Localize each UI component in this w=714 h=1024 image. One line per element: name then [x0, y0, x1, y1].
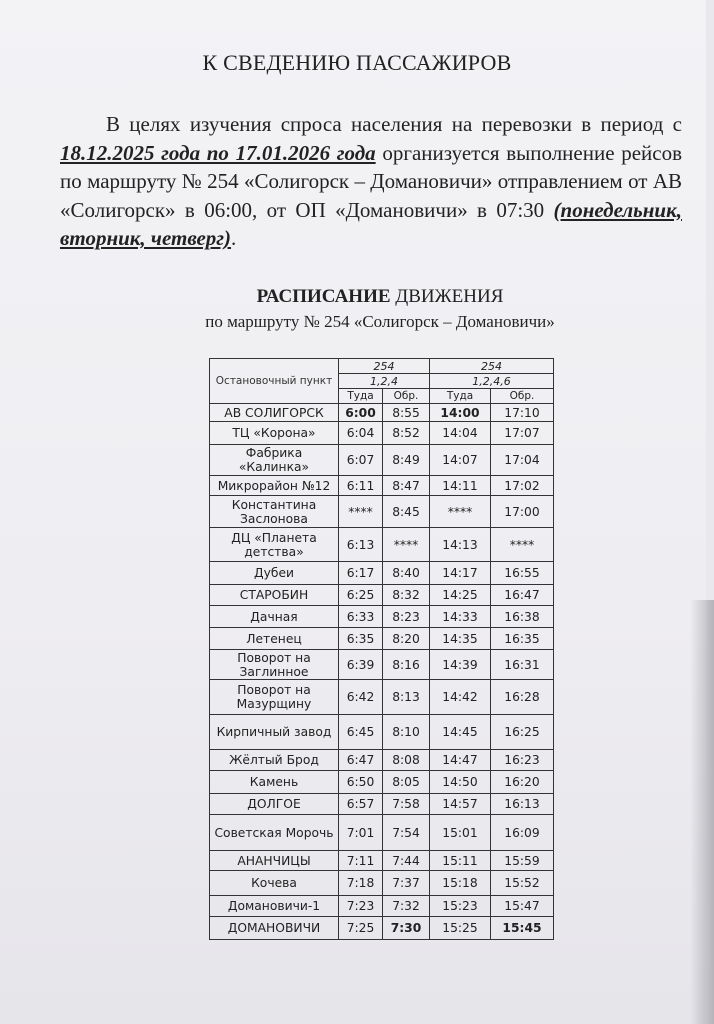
notice-text-1: В целях изучения спроса населения на перевозки в период с: [106, 112, 682, 136]
route-days-2: 1,2,4,6: [430, 374, 554, 389]
stop-column-header: Остановочный пункт: [210, 359, 339, 404]
time-back-1-cell: 7:30: [383, 917, 430, 940]
time-back-2-cell: 16:25: [491, 715, 554, 750]
time-to-1-cell: 6:50: [339, 771, 383, 794]
schedule-title: [0, 286, 714, 308]
time-to-2-cell: 14:50: [430, 771, 491, 794]
time-to-2-cell: 15:23: [430, 896, 491, 917]
time-back-2-cell: 15:52: [491, 871, 554, 896]
table-row: [210, 750, 554, 771]
time-back-1-cell: 7:37: [383, 871, 430, 896]
route-number-2: 254: [430, 359, 554, 374]
dir-back-header-1: Обр.: [383, 389, 430, 404]
time-to-1-cell: 6:17: [339, 562, 383, 585]
time-back-1-cell: 8:52: [383, 422, 430, 445]
time-to-2-cell: 14:04: [430, 422, 491, 445]
stop-name-cell: Летенец: [210, 628, 339, 650]
time-to-2-cell: 14:42: [430, 680, 491, 715]
stop-name-cell: Поворот на Мазурщину: [210, 680, 339, 715]
table-row: [210, 528, 554, 562]
time-to-2-cell: 15:11: [430, 851, 491, 871]
time-back-2-cell: 17:07: [491, 422, 554, 445]
time-back-1-cell: 7:54: [383, 815, 430, 851]
stop-name-cell: Кирпичный завод: [210, 715, 339, 750]
dir-to-header-1: Туда: [339, 389, 383, 404]
time-to-1-cell: 6:04: [339, 422, 383, 445]
time-back-2-cell: 15:45: [491, 917, 554, 940]
table-row: [210, 422, 554, 445]
time-to-2-cell: 14:25: [430, 585, 491, 606]
time-back-2-cell: 16:28: [491, 680, 554, 715]
stop-name-cell: Поворот на Заглинное: [210, 650, 339, 680]
time-back-1-cell: 8:08: [383, 750, 430, 771]
time-back-1-cell: 8:40: [383, 562, 430, 585]
time-back-1-cell: 8:16: [383, 650, 430, 680]
time-to-1-cell: ****: [339, 496, 383, 528]
time-back-2-cell: 17:10: [491, 404, 554, 422]
time-back-2-cell: 17:04: [491, 445, 554, 476]
table-row: [210, 896, 554, 917]
table-row: [210, 794, 554, 815]
stop-name-cell: АНАНЧИЦЫ: [210, 851, 339, 871]
time-back-1-cell: 7:32: [383, 896, 430, 917]
time-to-2-cell: 14:45: [430, 715, 491, 750]
time-to-1-cell: 6:13: [339, 528, 383, 562]
time-to-1-cell: 6:45: [339, 715, 383, 750]
table-row: [210, 476, 554, 496]
table-row: [210, 650, 554, 680]
time-to-2-cell: 14:13: [430, 528, 491, 562]
time-to-2-cell: 14:33: [430, 606, 491, 628]
time-to-1-cell: 6:47: [339, 750, 383, 771]
time-to-2-cell: 14:35: [430, 628, 491, 650]
time-to-2-cell: 14:00: [430, 404, 491, 422]
time-to-2-cell: ****: [430, 496, 491, 528]
table-row: [210, 851, 554, 871]
notice-text-2: организуется выполнение рейсов по маршруту № 254 «Солигорск – Домановичи» отправлением от АВ «Солигорск» в 06:00, от ОП «Домановичи» в 07:30: [60, 140, 683, 222]
stop-name-cell: Дубеи: [210, 562, 339, 585]
time-to-1-cell: 6:07: [339, 445, 383, 476]
time-back-2-cell: 16:38: [491, 606, 554, 628]
time-to-1-cell: 6:35: [339, 628, 383, 650]
stop-name-cell: Фабрика «Калинка»: [210, 445, 339, 476]
table-row: [210, 404, 554, 422]
time-back-2-cell: 16:47: [491, 585, 554, 606]
stop-name-cell: ДЦ «Планета детства»: [210, 528, 339, 562]
time-back-2-cell: 16:20: [491, 771, 554, 794]
time-to-2-cell: 14:39: [430, 650, 491, 680]
stop-name-cell: Кочева: [210, 871, 339, 896]
route-number-1: 254: [339, 359, 430, 374]
time-back-1-cell: 8:49: [383, 445, 430, 476]
time-to-1-cell: 6:33: [339, 606, 383, 628]
timetable-body: [210, 404, 554, 940]
stop-name-cell: Домановичи-1: [210, 896, 339, 917]
time-back-1-cell: 8:23: [383, 606, 430, 628]
time-to-2-cell: 14:17: [430, 562, 491, 585]
time-to-1-cell: 7:25: [339, 917, 383, 940]
time-back-1-cell: 8:10: [383, 715, 430, 750]
time-back-1-cell: ****: [383, 528, 430, 562]
timetable: [209, 358, 554, 940]
time-back-2-cell: 16:13: [491, 794, 554, 815]
time-back-1-cell: 8:05: [383, 771, 430, 794]
table-row: [210, 628, 554, 650]
time-to-1-cell: 6:11: [339, 476, 383, 496]
stop-name-cell: Жёлтый Брод: [210, 750, 339, 771]
stop-name-cell: СТАРОБИН: [210, 585, 339, 606]
page-edge-shadow: [690, 600, 714, 1024]
table-row: [210, 917, 554, 940]
table-row: [210, 606, 554, 628]
time-back-2-cell: 16:31: [491, 650, 554, 680]
time-to-1-cell: 7:18: [339, 871, 383, 896]
notice-dates: 18.12.2025 года по 17.01.2026 года: [60, 140, 376, 165]
time-back-1-cell: 8:32: [383, 585, 430, 606]
time-back-2-cell: 17:02: [491, 476, 554, 496]
time-to-2-cell: 15:25: [430, 917, 491, 940]
time-to-2-cell: 14:07: [430, 445, 491, 476]
time-back-1-cell: 7:58: [383, 794, 430, 815]
time-to-1-cell: 6:57: [339, 794, 383, 815]
route-days-1: 1,2,4: [339, 374, 430, 389]
notice-paragraph: [60, 110, 682, 253]
stop-name-cell: Советская Морочь: [210, 815, 339, 851]
time-back-2-cell: 17:00: [491, 496, 554, 528]
time-back-1-cell: 8:55: [383, 404, 430, 422]
table-row: [210, 815, 554, 851]
stop-name-cell: ДОЛГОЕ: [210, 794, 339, 815]
stop-name-cell: Микрорайон №12: [210, 476, 339, 496]
table-row: [210, 445, 554, 476]
time-to-2-cell: 14:47: [430, 750, 491, 771]
table-row: [210, 585, 554, 606]
schedule-title-rest: ДВИЖЕНИЯ: [395, 286, 504, 307]
table-row: [210, 715, 554, 750]
time-back-2-cell: 16:35: [491, 628, 554, 650]
schedule-subtitle: по маршруту № 254 «Солигорск – Домановичи»: [205, 312, 555, 331]
time-to-2-cell: 15:01: [430, 815, 491, 851]
time-back-2-cell: 16:09: [491, 815, 554, 851]
stop-name-cell: Константина Заслонова: [210, 496, 339, 528]
notice-days: (понедельник, вторник, четверг): [60, 197, 682, 250]
time-to-1-cell: 7:11: [339, 851, 383, 871]
time-back-2-cell: 15:47: [491, 896, 554, 917]
notice-text-3: .: [231, 226, 237, 250]
stop-name-cell: Камень: [210, 771, 339, 794]
stop-name-cell: ДОМАНОВИЧИ: [210, 917, 339, 940]
time-to-1-cell: 6:42: [339, 680, 383, 715]
table-row: [210, 496, 554, 528]
time-to-1-cell: 6:25: [339, 585, 383, 606]
time-to-2-cell: 15:18: [430, 871, 491, 896]
time-back-2-cell: 16:55: [491, 562, 554, 585]
table-row: [210, 562, 554, 585]
time-to-2-cell: 14:11: [430, 476, 491, 496]
stop-name-cell: ТЦ «Корона»: [210, 422, 339, 445]
time-back-2-cell: ****: [491, 528, 554, 562]
time-to-1-cell: 7:23: [339, 896, 383, 917]
time-back-1-cell: 7:44: [383, 851, 430, 871]
time-back-2-cell: 16:23: [491, 750, 554, 771]
dir-to-header-2: Туда: [430, 389, 491, 404]
notice-title: К СВЕДЕНИЮ ПАССАЖИРОВ: [202, 50, 512, 75]
time-to-2-cell: 14:57: [430, 794, 491, 815]
table-row: [210, 871, 554, 896]
time-back-1-cell: 8:20: [383, 628, 430, 650]
table-row: [210, 771, 554, 794]
dir-back-header-2: Обр.: [491, 389, 554, 404]
time-back-2-cell: 15:59: [491, 851, 554, 871]
time-back-1-cell: 8:45: [383, 496, 430, 528]
time-to-1-cell: 6:39: [339, 650, 383, 680]
table-row: [210, 680, 554, 715]
stop-name-cell: АВ СОЛИГОРСК: [210, 404, 339, 422]
time-to-1-cell: 6:00: [339, 404, 383, 422]
stop-name-cell: Дачная: [210, 606, 339, 628]
schedule-title-bold: РАСПИСАНИЕ: [256, 286, 391, 307]
time-back-1-cell: 8:47: [383, 476, 430, 496]
time-back-1-cell: 8:13: [383, 680, 430, 715]
time-to-1-cell: 7:01: [339, 815, 383, 851]
